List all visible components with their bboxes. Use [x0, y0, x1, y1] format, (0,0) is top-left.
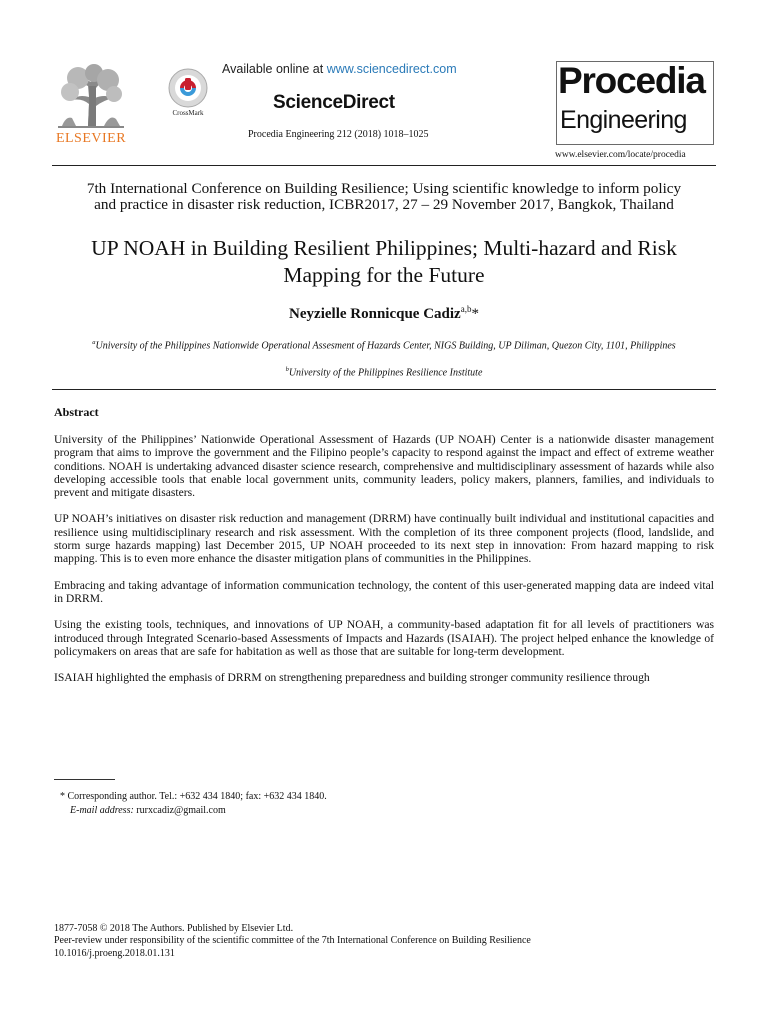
conference-info — [40, 181, 728, 213]
doi-link[interactable]: 10.1016/j.proeng.2018.01.131 — [54, 947, 175, 959]
corresponding-mark: * — [471, 306, 479, 322]
elsevier-logo — [52, 64, 130, 148]
crossmark-icon — [168, 68, 208, 108]
author-line — [0, 304, 768, 323]
journal-reference: Procedia Engineering 212 (2018) 1018–1025 — [248, 129, 429, 140]
title-line2: Mapping for the Future — [283, 263, 485, 287]
abstract-body — [54, 433, 714, 697]
copyright-line: 1877-7058 © 2018 The Authors. Published by Elsevier Ltd. — [54, 923, 294, 934]
sciencedirect-link[interactable]: www.sciencedirect.com — [326, 62, 457, 76]
footnote-email-line — [60, 804, 327, 818]
abstract-paragraph: UP NOAH’s initiatives on disaster risk reduction and management (DRRM) have continually built individual and institutional capacities and resilience using multidisciplinary research and risk assessment. With the completion of its three component projects (flood, landslide, and storm surge hazards mapping) last December 2015, UP NOAH proceeded to its next step in innovation: From hazard mapping to risk mapping. This is to even more enhance the disaster mitigation plans of communities in the Philippines. — [54, 512, 714, 566]
email-address[interactable]: rurxcadiz@gmail.com — [133, 805, 226, 816]
affiliation-b-text: University of the Philippines Resilience Institute — [288, 367, 483, 379]
available-online-line — [222, 62, 457, 76]
paper-title — [40, 235, 728, 289]
copyright-block — [54, 923, 531, 960]
corresponding-author-footnote — [60, 790, 327, 818]
title-line1: UP NOAH in Building Resilient Philippines; Multi-hazard and Risk — [91, 236, 677, 260]
author-affiliation-marks: a,b — [460, 304, 472, 314]
affiliation-a — [70, 336, 698, 352]
abstract-paragraph: University of the Philippines’ Nationwide Operational Assessment of Hazards (UP NOAH) Center is a nationwide disaster management program that aims to improve the government and the Filipino people’s capacity to respond against the impact and effect of extreme weather conditions. NOAH is undertaking advanced disaster science research, comprehensive and multidisciplinary assessment of hazards while also developing accessible tools that enable local government units, community leaders, policy makers, planners, families, and individuals to prevent and mitigate disasters. — [54, 433, 714, 500]
journal-name-line1: Procedia — [558, 60, 705, 101]
peer-review-line: Peer-review under responsibility of the scientific committee of the 7th International Conference on Building Resilience — [54, 935, 531, 947]
available-prefix: Available online at — [222, 62, 327, 76]
footnote-contact: * Corresponding author. Tel.: +632 434 1840; fax: +632 434 1840. — [60, 791, 327, 802]
journal-name-line2: Engineering — [560, 106, 687, 134]
title-divider — [52, 389, 716, 390]
affiliation-a-text: University of the Philippines Nationwide Operational Assesment of Hazards Center, NIGS Building, UP Diliman, Quezon City, 1101, Philippines — [95, 340, 676, 352]
author-name: Neyzielle Ronnicque Cadiz — [289, 306, 461, 322]
footnote-divider — [54, 779, 115, 780]
abstract-paragraph: Embracing and taking advantage of information communication technology, the content of this user-generated mapping data are indeed vital in DRRM. — [54, 578, 714, 605]
elsevier-wordmark: ELSEVIER — [55, 131, 127, 146]
crossmark-label: CrossMark — [172, 109, 204, 117]
abstract-paragraph: ISAIAH highlighted the emphasis of DRRM on strengthening preparedness and building stronger community resilience through — [54, 671, 650, 685]
journal-logo — [556, 61, 714, 145]
affiliation-b-mark: b — [285, 366, 289, 373]
email-label: E-mail address: — [70, 805, 134, 816]
conference-line2: and practice in disaster risk reduction, ICBR2017, 27 – 29 November 2017, Bangkok, Thailand — [94, 196, 674, 213]
abstract-heading: Abstract — [54, 405, 99, 419]
header-divider — [52, 165, 716, 166]
platform-name: ScienceDirect — [273, 92, 395, 113]
affiliation-b — [0, 363, 768, 379]
affiliation-a-mark: a — [92, 339, 96, 346]
crossmark-badge[interactable] — [164, 68, 212, 120]
abstract-paragraph: Using the existing tools, techniques, and innovations of UP NOAH, a community-based adaptation fit for all levels of practitioners was introduced through Integrated Scenario-based Assessments of Impacts and Hazards (ISAIAH). The project helped enhance the knowledge of policymakers on areas that are safe for habitation as well as those that are suitable for long-term development. — [54, 618, 714, 658]
elsevier-tree-icon — [58, 64, 124, 128]
journal-url-link[interactable]: www.elsevier.com/locate/procedia — [555, 150, 686, 160]
conference-line1: 7th International Conference on Building Resilience; Using scientific knowledge to inform policy — [86, 180, 682, 197]
